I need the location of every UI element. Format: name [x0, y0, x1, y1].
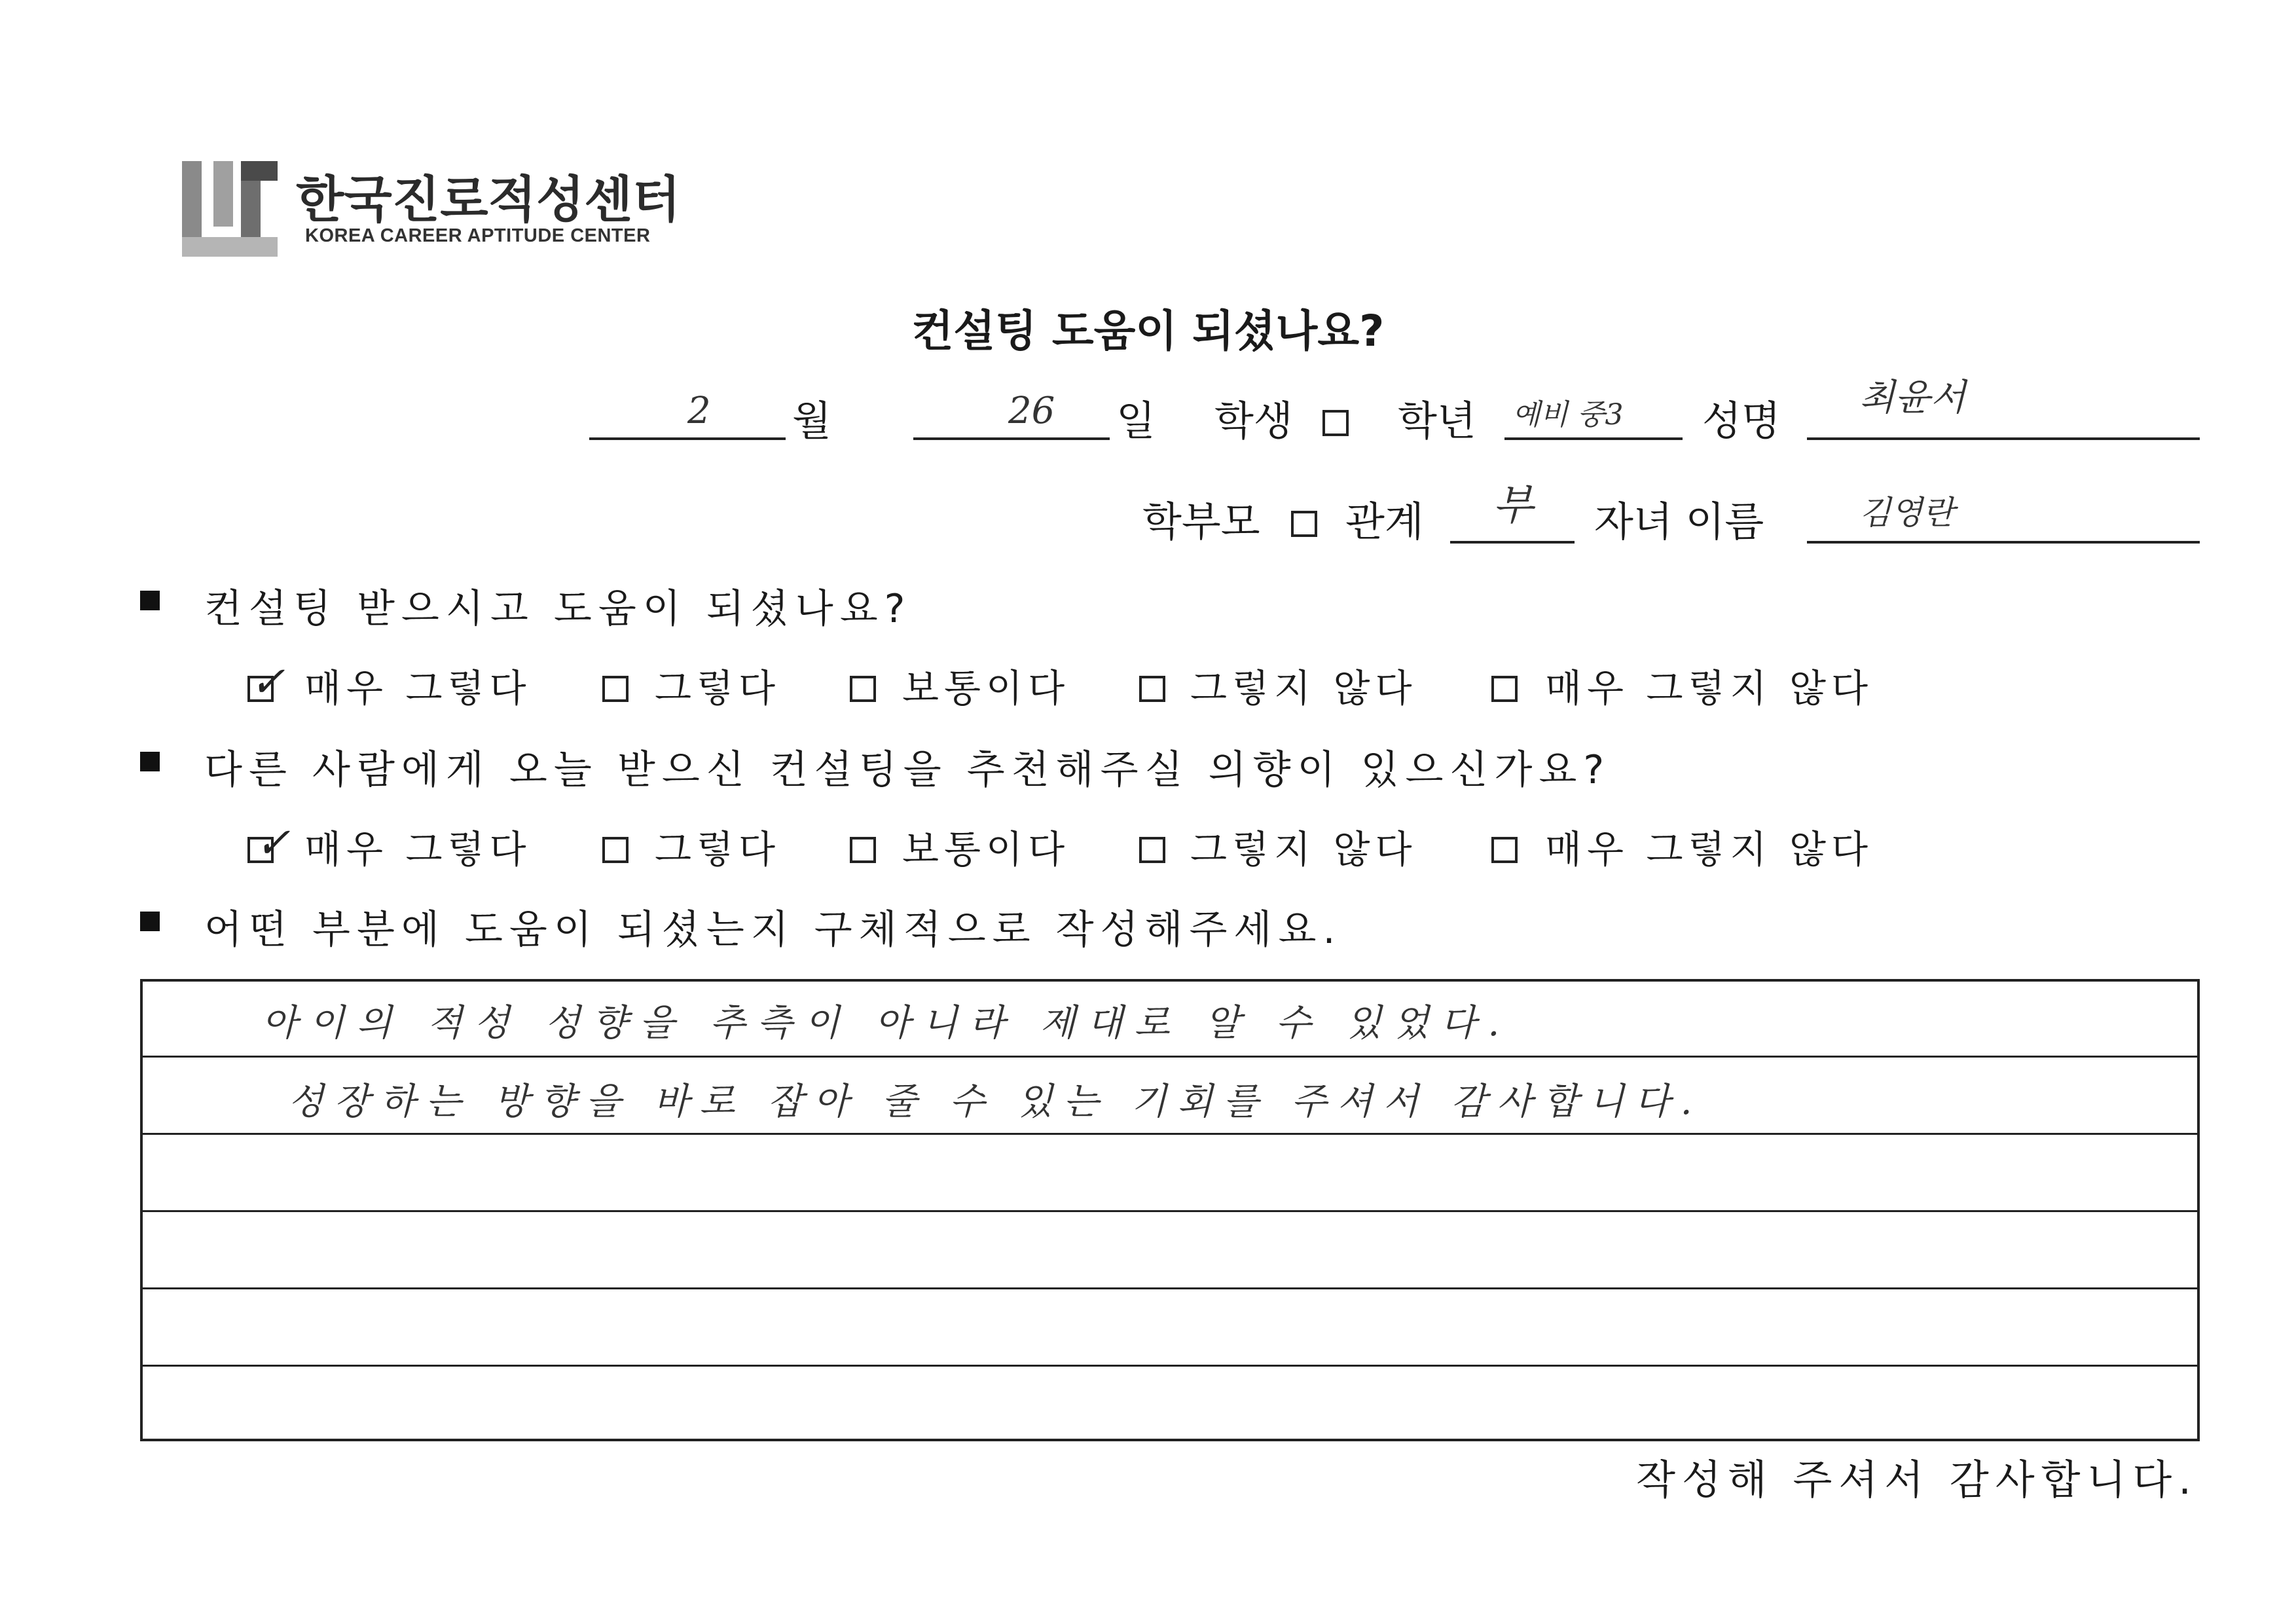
question-bullet — [140, 591, 160, 610]
logo-subtitle: KOREA CAREER APTITUDE CENTER — [305, 225, 651, 246]
q1-option-1-label: 매우 그렇다 — [304, 666, 532, 710]
logo — [182, 161, 278, 257]
q1-option-2-label: 그렇다 — [655, 666, 781, 710]
child-name-value: 김영란 — [1859, 494, 1954, 532]
q1-option-5-checkbox[interactable] — [1491, 676, 1518, 702]
relation-label: 관계 — [1345, 498, 1424, 545]
form-title: 컨설팅 도움이 되셨나요? — [911, 306, 1385, 356]
q1-option-2-checkbox[interactable] — [602, 676, 629, 702]
q2-option-4-label: 그렇지 않다 — [1190, 827, 1417, 872]
question-bullet — [140, 912, 160, 931]
answer-rule — [140, 1210, 2200, 1212]
q2-option-3-label: 보통이다 — [902, 827, 1070, 872]
relation-field[interactable] — [1450, 541, 1575, 544]
relation-value: 부 — [1493, 481, 1533, 530]
q2-option-4-checkbox[interactable] — [1139, 837, 1165, 863]
day-field[interactable] — [913, 437, 1110, 440]
question-3-text: 어떤 부분에 도움이 되셨는지 구체적으로 작성해주세요. — [204, 907, 1342, 953]
answer-line-1: 아이의 적성 성향을 추측이 아니라 제대로 알 수 있었다. — [262, 1002, 1512, 1044]
thanks-note: 작성해 주셔서 감사합니다. — [1636, 1456, 2198, 1504]
answer-rule — [140, 1056, 2200, 1058]
month-label: 월 — [792, 397, 831, 445]
child-name-field[interactable] — [1807, 541, 2200, 544]
grade-field[interactable] — [1504, 437, 1683, 440]
name-value: 최윤서 — [1859, 377, 1966, 419]
name-field[interactable] — [1807, 437, 2200, 440]
grade-value: 예비 중3 — [1512, 398, 1624, 432]
q2-option-2-checkbox[interactable] — [602, 837, 629, 863]
month-value: 2 — [687, 390, 711, 432]
logo-title: 한국진로적성센터 — [296, 170, 681, 229]
name-label: 성명 — [1702, 397, 1781, 445]
day-value: 26 — [1008, 390, 1055, 432]
q1-checkmark-icon: ✓ — [250, 658, 285, 707]
q2-option-5-label: 매우 그렇지 않다 — [1545, 827, 1874, 872]
q2-option-1-label: 매우 그렇다 — [304, 827, 532, 872]
q2-option-5-checkbox[interactable] — [1491, 837, 1518, 863]
q2-checkmark-icon: ✓ — [255, 819, 291, 868]
q1-option-5-label: 매우 그렇지 않다 — [1545, 666, 1874, 710]
q1-option-4-label: 그렇지 않다 — [1190, 666, 1417, 710]
q1-option-4-checkbox[interactable] — [1139, 676, 1165, 702]
answer-line-2: 성장하는 방향을 바로 잡아 줄 수 있는 기회를 주셔서 감사합니다. — [288, 1080, 1703, 1123]
q2-option-2-label: 그렇다 — [655, 827, 781, 872]
day-label: 일 — [1116, 397, 1156, 445]
question-2-text: 다른 사람에게 오늘 받으신 컨설팅을 추천해주실 의향이 있으신가요? — [204, 747, 1611, 793]
parent-checkbox[interactable] — [1291, 511, 1317, 537]
logo-mark-icon — [182, 161, 278, 257]
grade-label: 학년 — [1398, 397, 1476, 445]
parent-label: 학부모 — [1142, 498, 1260, 545]
question-1-text: 컨설팅 받으시고 도움이 되셨나요? — [204, 586, 912, 632]
q2-option-3-checkbox[interactable] — [850, 837, 876, 863]
student-checkbox[interactable] — [1322, 410, 1349, 436]
q1-option-3-label: 보통이다 — [902, 666, 1070, 710]
q1-option-3-checkbox[interactable] — [850, 676, 876, 702]
student-label: 학생 — [1214, 397, 1293, 445]
answer-rule — [140, 1287, 2200, 1289]
child-name-label: 자녀 이름 — [1594, 498, 1764, 545]
month-field[interactable] — [589, 437, 786, 440]
answer-rule — [140, 1133, 2200, 1135]
question-bullet — [140, 752, 160, 771]
answer-rule — [140, 1365, 2200, 1367]
